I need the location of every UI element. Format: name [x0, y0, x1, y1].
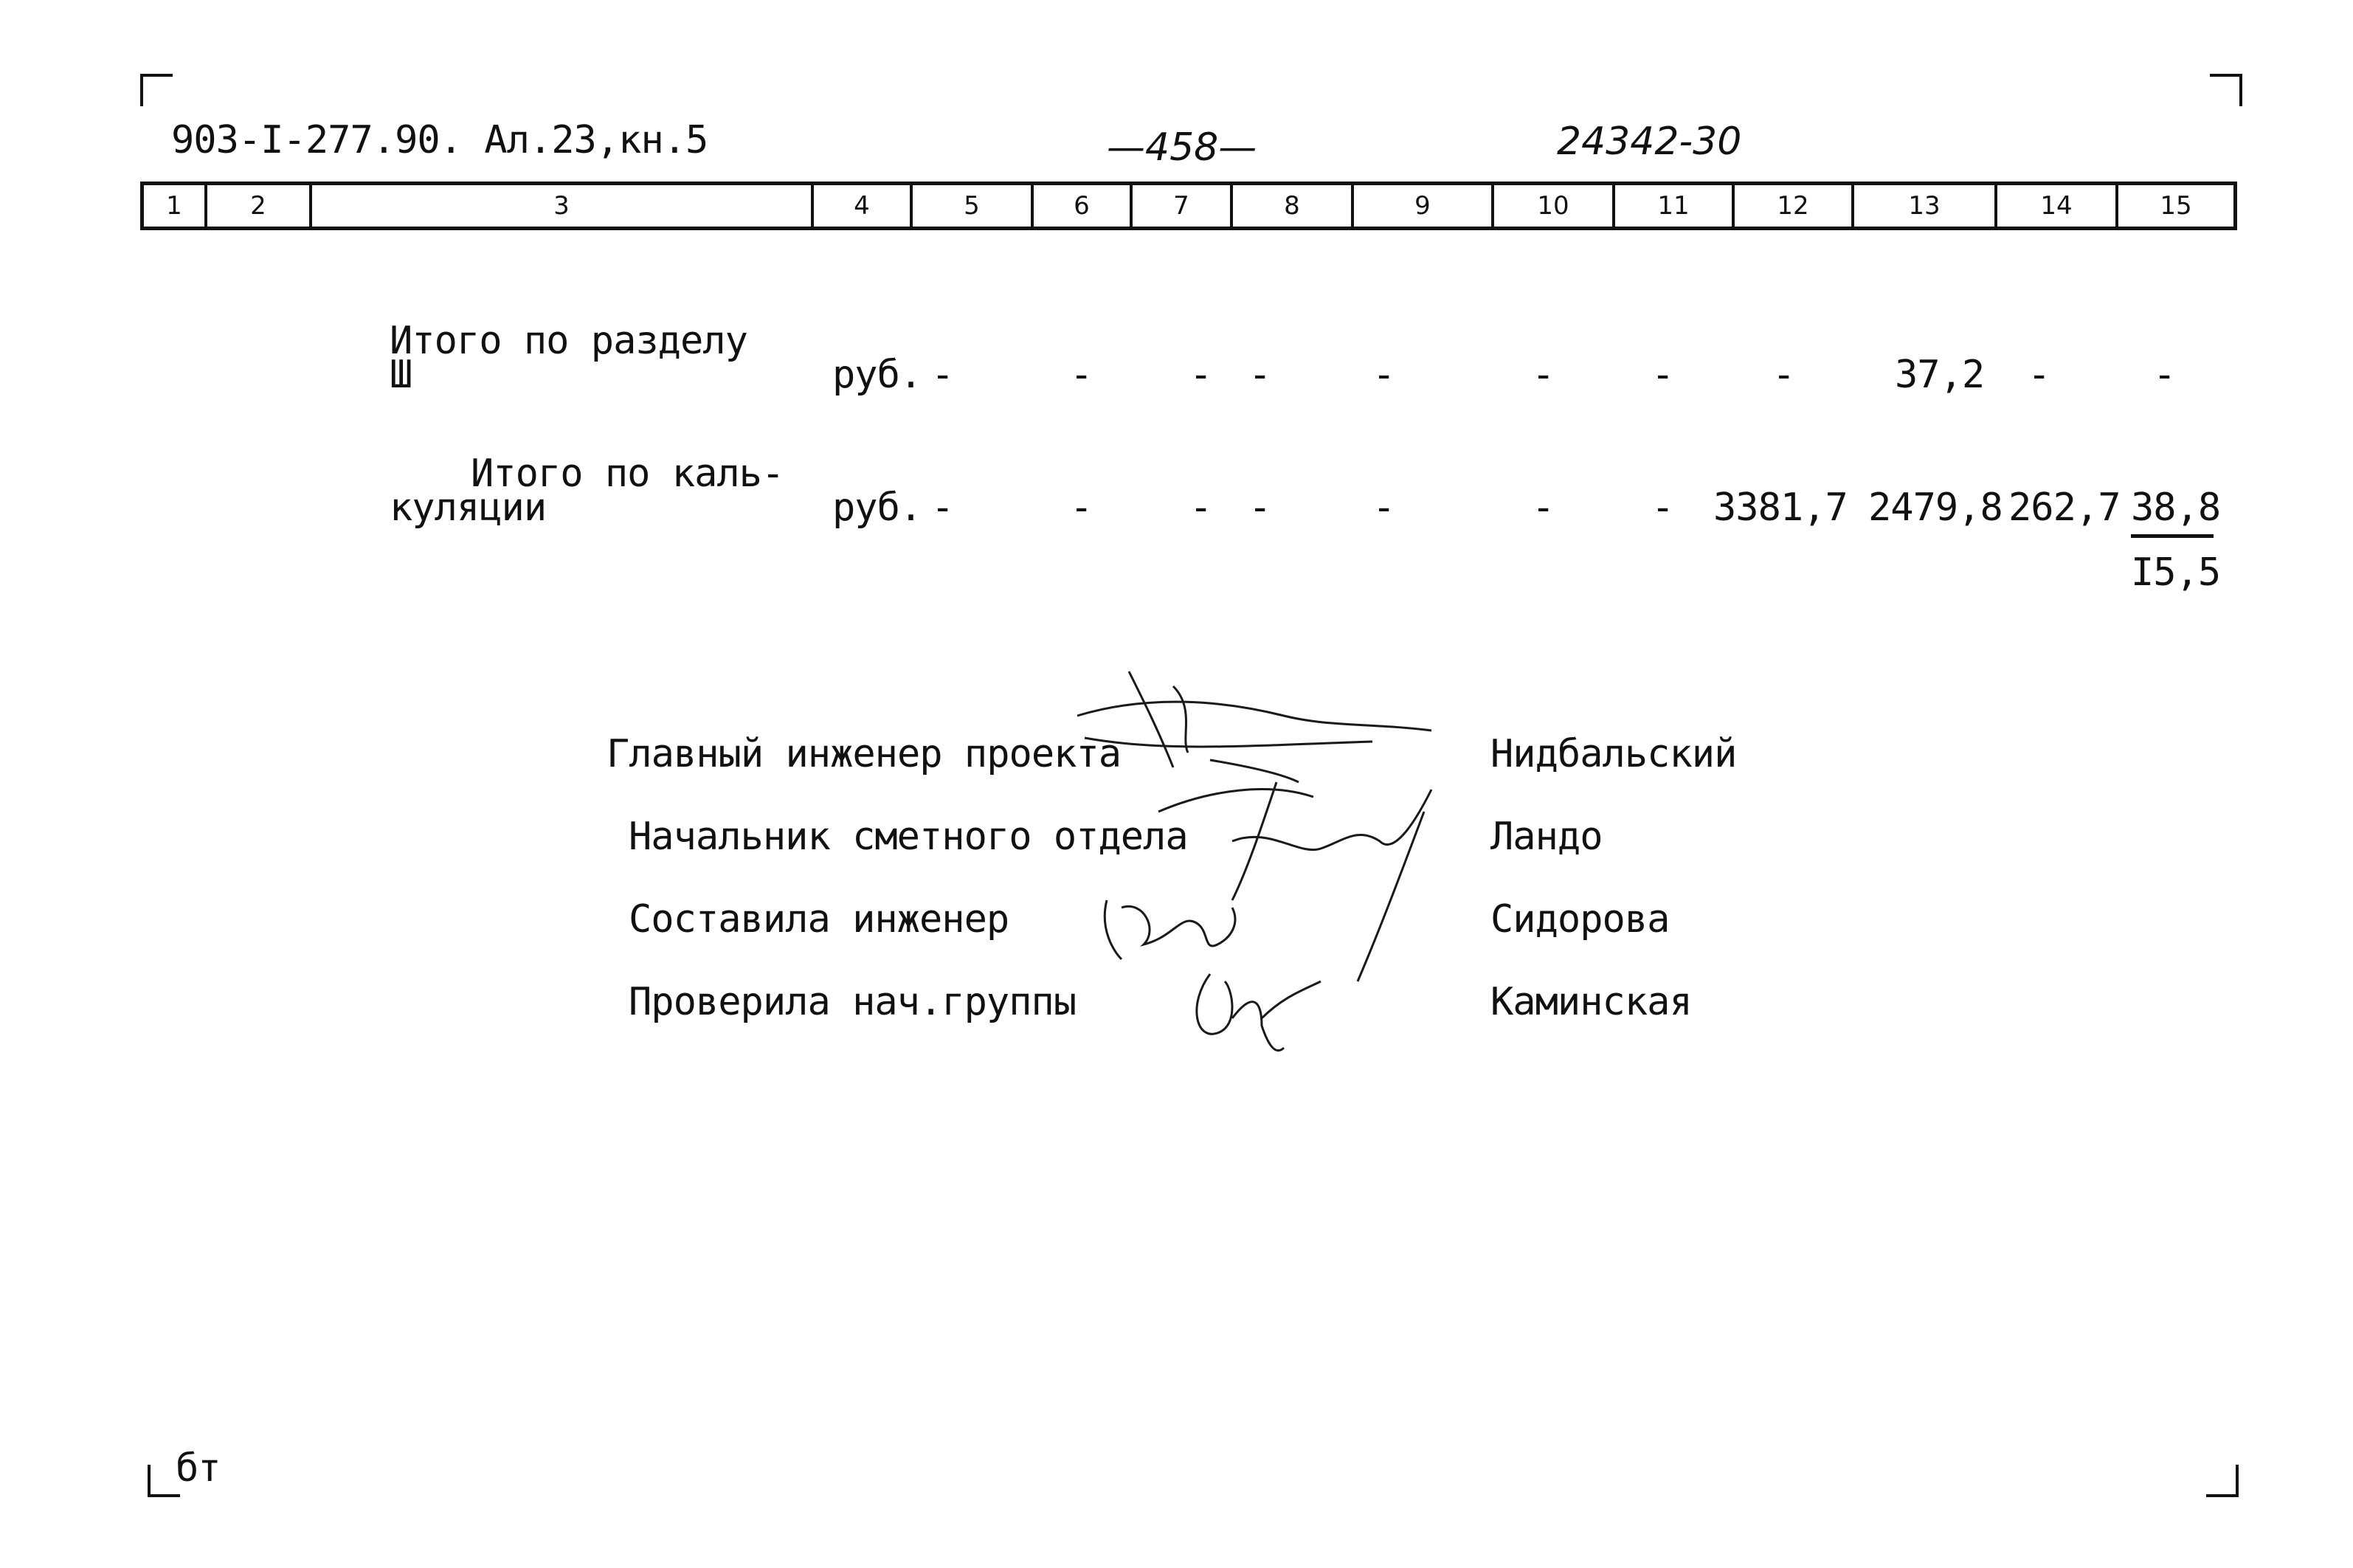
row-cell: - [1189, 353, 1212, 397]
row-unit: руб. [832, 486, 922, 530]
row-cell: 2479,8 [1868, 486, 2003, 530]
column-number: 4 [814, 185, 913, 227]
corner-mark-top-left [140, 74, 173, 106]
row-cell: - [2153, 353, 2176, 397]
column-number: 15 [2160, 191, 2192, 221]
column-number: 13 [1854, 185, 1997, 227]
signature-role: Составила инженер [629, 897, 1009, 942]
signature-name: Ландо [1490, 815, 1603, 859]
row-cell: - [1070, 353, 1093, 397]
column-number: 7 [1133, 185, 1233, 227]
column-number: 9 [1354, 185, 1494, 227]
row-cell: - [1532, 353, 1555, 397]
row-cell: - [1372, 353, 1395, 397]
row-label: куляции [390, 486, 547, 530]
row-cell: - [931, 486, 954, 530]
inventory-number: 24342-30 [1557, 120, 1742, 164]
row-cell: 37,2 [1895, 353, 1985, 397]
column-number-table [140, 182, 2237, 230]
row-cell: - [931, 353, 954, 397]
signature-role: Проверила нач.группы [629, 980, 1077, 1024]
corner-mark-top-right [2210, 74, 2242, 106]
row-unit: руб. [832, 353, 922, 397]
column-number: 6 [1034, 185, 1133, 227]
signature-name: Каминская [1490, 980, 1692, 1024]
handwritten-signature-compiler [1092, 878, 1254, 967]
doc-code: 903-I-277.90. Ал.23,кн.5 [171, 118, 708, 162]
column-number: 3 [312, 185, 814, 227]
handwritten-signature-group-head [1181, 959, 1328, 1063]
row-cell: - [2028, 353, 2050, 397]
column-number: 2 [207, 185, 312, 227]
signature-role: Начальник сметного отдела [629, 815, 1188, 859]
row-cell: 3381,7 [1713, 486, 1848, 530]
row-cell-numerator: 38,8 [2131, 486, 2214, 538]
row-cell: - [1651, 353, 1674, 397]
row-cell: - [1189, 486, 1212, 530]
row-cell: - [1248, 486, 1271, 530]
corner-mark-bottom-right [2206, 1465, 2239, 1497]
row-label: Ш [390, 353, 412, 397]
row-cell: - [1651, 486, 1674, 530]
column-number: 12 [1735, 185, 1854, 227]
column-number: 5 [913, 185, 1034, 227]
column-number: 8 [1233, 185, 1354, 227]
column-number: 14 [1997, 185, 2118, 227]
column-number: 11 [1615, 185, 1735, 227]
row-cell: - [1248, 353, 1271, 397]
row-cell-denominator: I5,5 [2131, 550, 2221, 595]
footer-mark: бт [176, 1446, 221, 1491]
signature-role: Главный инженер проекта [607, 732, 1122, 776]
row-cell: 262,7 [2008, 486, 2121, 530]
column-number: 1 [144, 185, 207, 227]
row-cell: - [1372, 486, 1395, 530]
row-label: Итого по каль- [471, 452, 784, 496]
row-cell: - [1772, 353, 1795, 397]
row-cell: - [1532, 486, 1555, 530]
page-number: —458— [1107, 125, 1257, 170]
signature-name: Сидорова [1490, 897, 1670, 942]
column-number: 10 [1494, 185, 1615, 227]
signature-name: Нидбальский [1490, 732, 1737, 776]
row-label: Итого по разделу [390, 319, 747, 363]
row-cell: - [1070, 486, 1093, 530]
